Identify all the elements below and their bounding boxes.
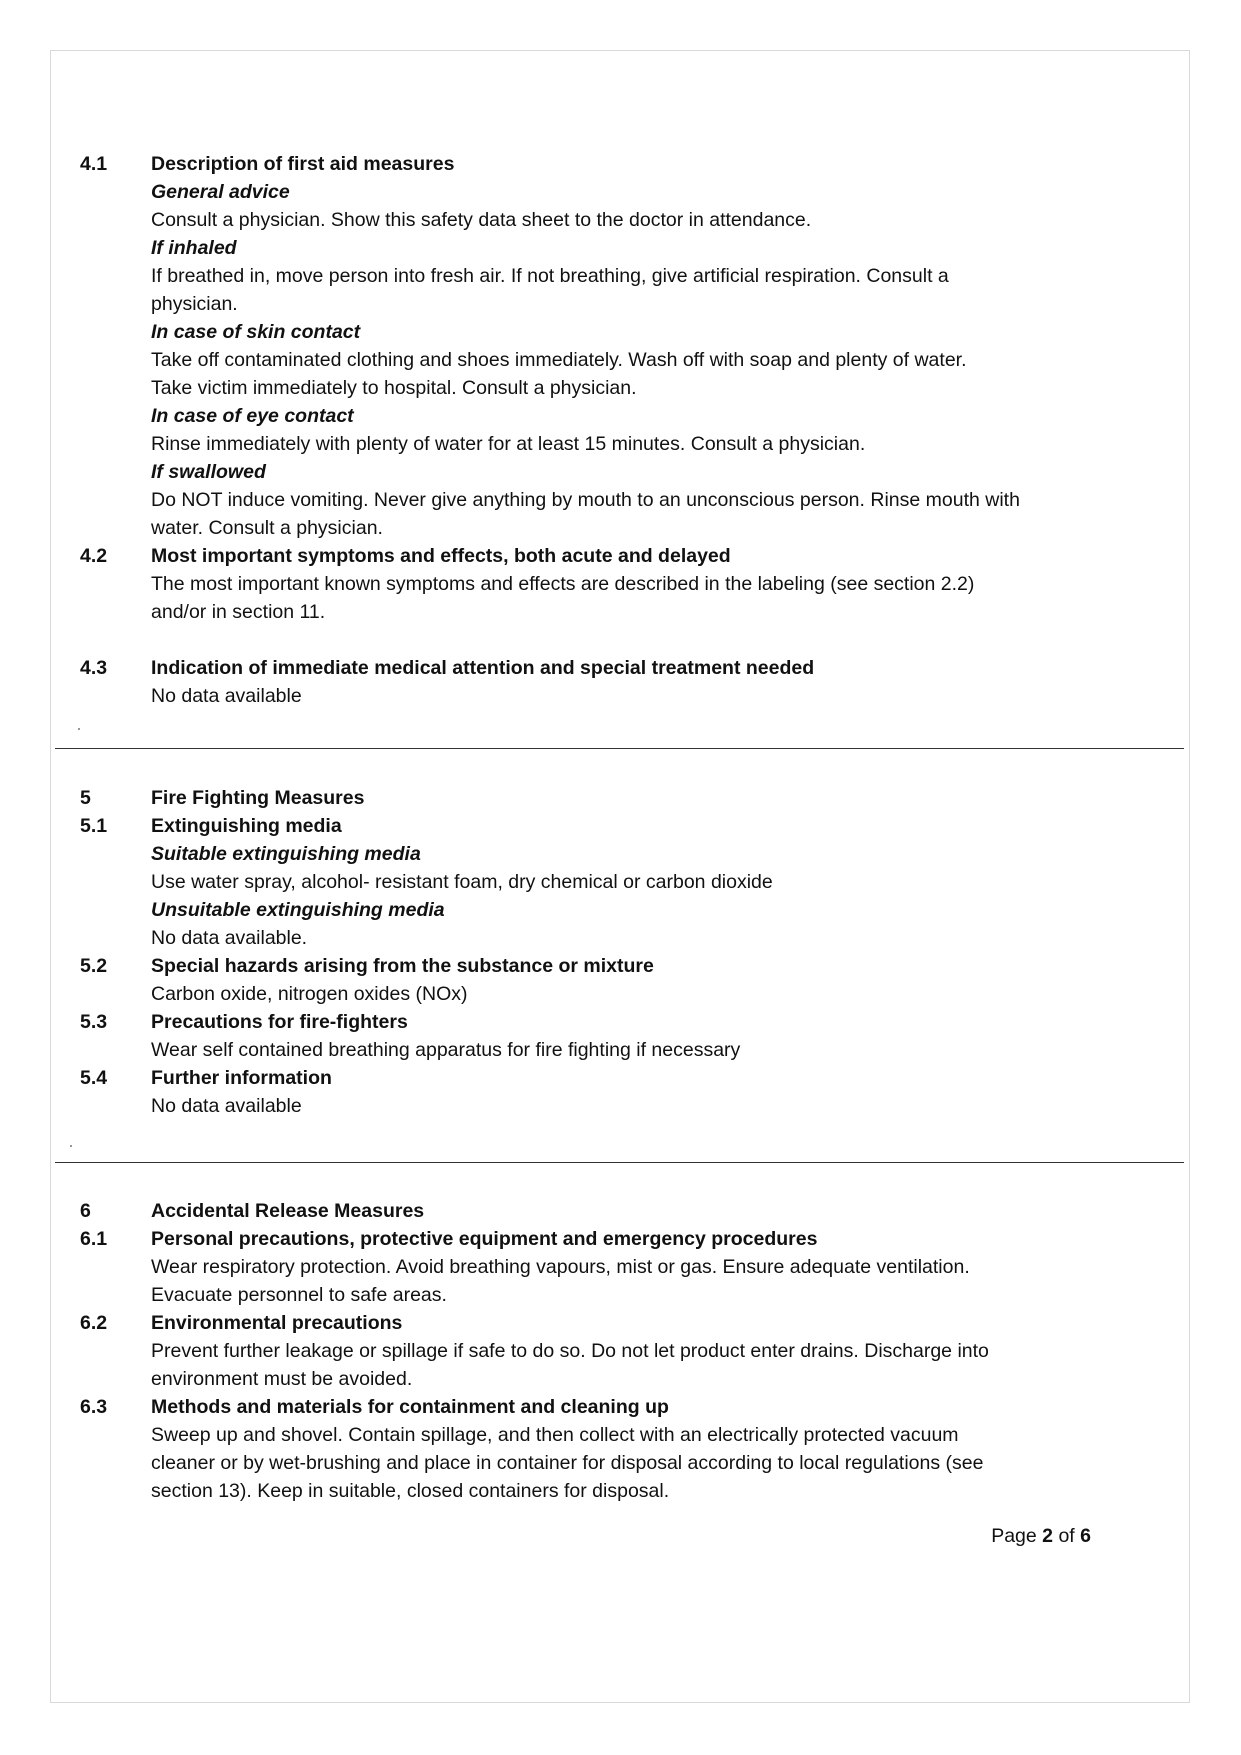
section-title: Accidental Release Measures (151, 1200, 425, 1222)
body-text: Rinse immediately with plenty of water for at least 15 minutes. Consult a physician. (151, 433, 866, 455)
body-text: If breathed in, move person into fresh air. If not breathing, give artificial respiration. Consult a (151, 265, 949, 287)
section-number: 4.2 (80, 545, 108, 567)
section-number: 6.2 (80, 1312, 108, 1334)
section-number: 6.3 (80, 1396, 108, 1418)
section-number: 5.2 (80, 955, 108, 977)
body-text: Wear self contained breathing apparatus for fire fighting if necessary (151, 1039, 741, 1061)
body-text: cleaner or by wet-brushing and place in container for disposal according to local regulations (see (151, 1452, 984, 1474)
body-text: water. Consult a physician. (151, 517, 383, 539)
body-text: Use water spray, alcohol- resistant foam, dry chemical or carbon dioxide (151, 871, 773, 893)
subheading-unsuitable-media: Unsuitable extinguishing media (151, 899, 445, 921)
section-number: 4.1 (80, 153, 108, 175)
body-text: The most important known symptoms and effects are described in the labeling (see section 2.2) (151, 573, 975, 595)
body-text: physician. (151, 293, 238, 315)
of-word: of (1058, 1525, 1075, 1547)
section-number: 6 (80, 1200, 91, 1222)
section-number: 5.3 (80, 1011, 108, 1033)
subheading-if-swallowed: If swallowed (151, 461, 266, 483)
body-text: section 13). Keep in suitable, closed containers for disposal. (151, 1480, 670, 1502)
subheading-general-advice: General advice (151, 181, 290, 203)
section-title: Methods and materials for containment and cleaning up (151, 1396, 669, 1418)
page-number-footer (991, 1522, 1091, 1550)
section-divider (55, 748, 1184, 749)
section-title: Description of first aid measures (151, 153, 455, 175)
section-title: Fire Fighting Measures (151, 787, 365, 809)
section-title: Precautions for fire-fighters (151, 1011, 408, 1033)
subheading-skin-contact: In case of skin contact (151, 321, 361, 343)
body-text: environment must be avoided. (151, 1368, 413, 1390)
body-text: Carbon oxide, nitrogen oxides (NOx) (151, 983, 468, 1005)
section-divider (55, 1162, 1184, 1163)
current-page-number: 2 (1042, 1525, 1054, 1547)
body-text: No data available (151, 685, 302, 707)
stray-dot (70, 1145, 72, 1147)
section-number: 5.1 (80, 815, 108, 837)
body-text: No data available (151, 1095, 302, 1117)
stray-dot (78, 728, 80, 730)
section-title: Environmental precautions (151, 1312, 403, 1334)
body-text: Do NOT induce vomiting. Never give anything by mouth to an unconscious person. Rinse mouth with (151, 489, 1020, 511)
subheading-suitable-media: Suitable extinguishing media (151, 843, 421, 865)
subheading-eye-contact: In case of eye contact (151, 405, 354, 427)
page-word: Page (991, 1525, 1037, 1547)
body-text: Evacuate personnel to safe areas. (151, 1284, 447, 1306)
section-title: Special hazards arising from the substance or mixture (151, 955, 654, 977)
body-text: Take off contaminated clothing and shoes immediately. Wash off with soap and plenty of water. (151, 349, 967, 371)
body-text: and/or in section 11. (151, 601, 326, 623)
body-text: Consult a physician. Show this safety data sheet to the doctor in attendance. (151, 209, 812, 231)
body-text: No data available. (151, 927, 308, 949)
subheading-if-inhaled: If inhaled (151, 237, 237, 259)
section-title: Most important symptoms and effects, both acute and delayed (151, 545, 731, 567)
section-title: Indication of immediate medical attention and special treatment needed (151, 657, 815, 679)
section-number: 6.1 (80, 1228, 108, 1250)
body-text: Take victim immediately to hospital. Consult a physician. (151, 377, 637, 399)
body-text: Sweep up and shovel. Contain spillage, and then collect with an electrically protected vacuum (151, 1424, 959, 1446)
section-number: 5.4 (80, 1067, 108, 1089)
section-number: 4.3 (80, 657, 108, 679)
section-title: Further information (151, 1067, 332, 1089)
total-pages-number: 6 (1080, 1525, 1091, 1547)
section-title: Extinguishing media (151, 815, 342, 837)
body-text: Prevent further leakage or spillage if safe to do so. Do not let product enter drains. Discharge into (151, 1340, 989, 1362)
body-text: Wear respiratory protection. Avoid breathing vapours, mist or gas. Ensure adequate ventilation. (151, 1256, 970, 1278)
section-title: Personal precautions, protective equipment and emergency procedures (151, 1228, 818, 1250)
section-number: 5 (80, 787, 91, 809)
